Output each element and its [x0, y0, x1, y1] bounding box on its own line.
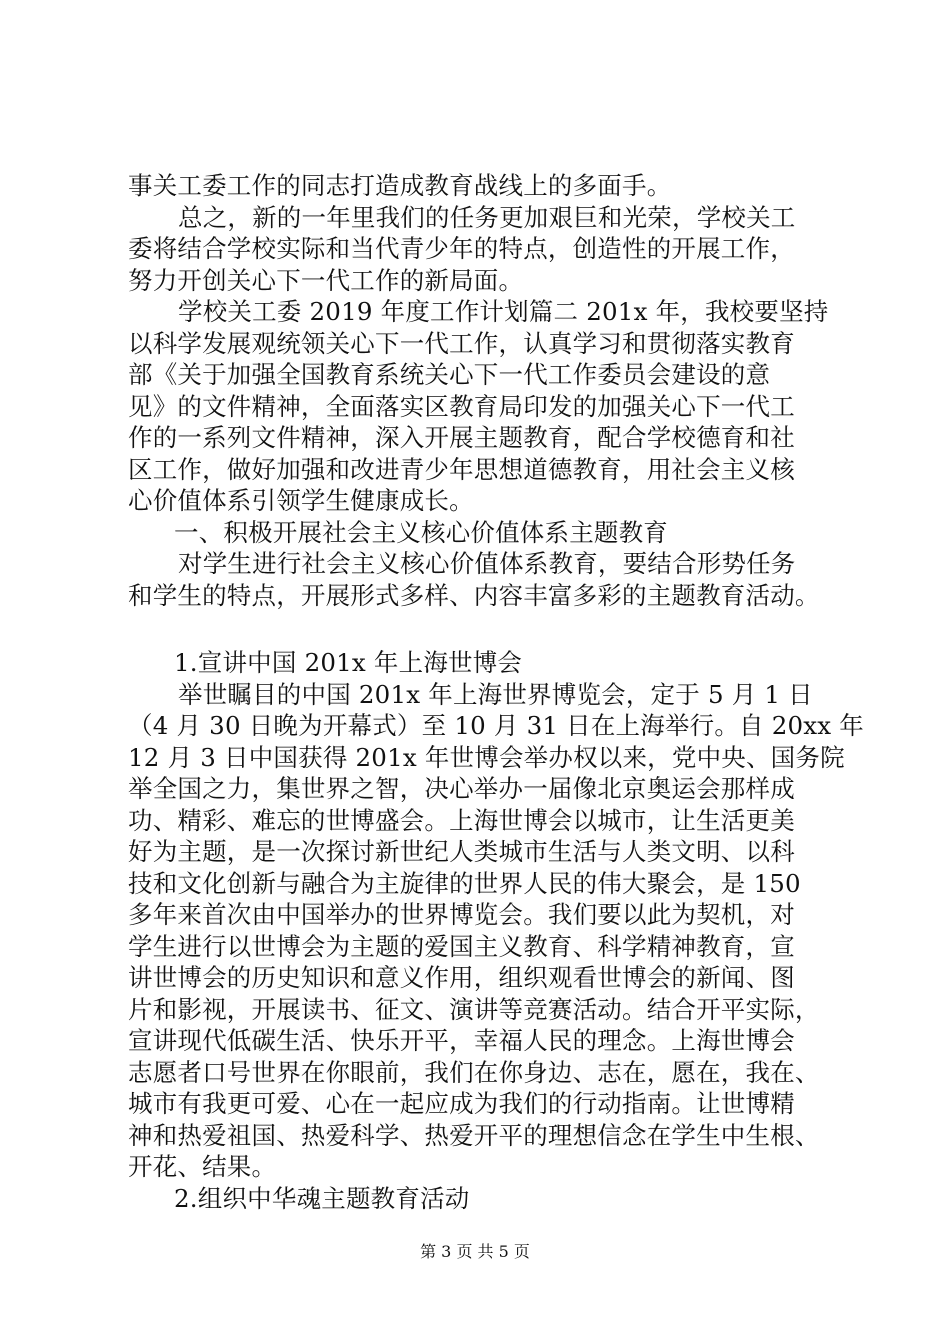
body-line: 总之，新的一年里我们的任务更加艰巨和光荣，学校关工 [178, 202, 796, 232]
body-line: 和学生的特点，开展形式多样、内容丰富多彩的主题教育活动。 [128, 580, 820, 610]
body-line: 心价值体系引领学生健康成长。 [128, 486, 474, 515]
body-line: 技和文化创新与融合为主旋律的世界人民的伟大聚会，是 150 [128, 868, 801, 898]
body-line: 事关工委工作的同志打造成教育战线上的多面手。 [128, 171, 672, 200]
section-heading: 一、积极开展社会主义核心价值体系主题教育 [174, 517, 668, 547]
body-line: 好为主题，是一次探讨新世纪人类城市生活与人类文明、以科 [128, 837, 795, 866]
document-body [128, 170, 868, 1214]
body-line: 见》的文件精神，全面落实区教育局印发的加强关心下一代工 [128, 391, 795, 421]
body-line: 委将结合学校实际和当代青少年的特点，创造性的开展工作， [128, 234, 795, 263]
body-line: 举全国之力，集世界之智，决心举办一届像北京奥运会那样成 [128, 774, 795, 803]
body-line: 志愿者口号世界在你眼前，我们在你身边、志在，愿在，我在、 [128, 1057, 820, 1087]
body-line: 努力开创关心下一代工作的新局面。 [128, 265, 524, 295]
body-line: 多年来首次由中国举办的世界博览会。我们要以此为契机，对 [128, 900, 795, 929]
body-line: 学校关工委 2019 年度工作计划篇二 201x 年，我校要坚持 [178, 297, 829, 326]
body-line: 开花、结果。 [128, 1152, 277, 1181]
body-line: 讲世博会的历史知识和意义作用，组织观看世博会的新闻、图 [128, 963, 795, 992]
body-line: 宣讲现代低碳生活、快乐开平，幸福人民的理念。上海世博会 [128, 1026, 795, 1055]
body-line: 功、精彩、难忘的世博盛会。上海世博会以城市，让生活更美 [128, 805, 795, 835]
body-line: 以科学发展观统领关心下一代工作，认真学习和贯彻落实教育 [128, 328, 795, 358]
body-line: 部《关于加强全国教育系统关心下一代工作委员会建设的意 [128, 360, 771, 389]
body-line: 举世瞩目的中国 201x 年上海世界博览会，定于 5 月 1 日 [178, 679, 813, 709]
page-footer: 第 3 页 共 5 页 [420, 1242, 530, 1261]
body-line: （4 月 30 日晚为开幕式）至 10 月 31 日在上海举行。自 20xx 年 [128, 711, 865, 740]
body-line: 作的一系列文件精神，深入开展主题教育，配合学校德育和社 [128, 423, 795, 452]
body-line: 区工作，做好加强和改进青少年思想道德教育，用社会主义核 [128, 454, 795, 484]
body-line: 12 月 3 日中国获得 201x 年世博会举办权以来，党中央、国务院 [128, 742, 845, 772]
body-line: 神和热爱祖国、热爱科学、热爱开平的理想信念在学生中生根、 [128, 1120, 820, 1150]
body-line: 片和影视，开展读书、征文、演讲等竞赛活动。结合开平实际， [128, 994, 820, 1024]
body-line: 对学生进行社会主义核心价值体系教育，要结合形势任务 [178, 549, 796, 578]
paragraph-gap [128, 611, 868, 647]
body-line: 学生进行以世博会为主题的爱国主义教育、科学精神教育，宣 [128, 931, 795, 961]
subsection-heading: 1.宣讲中国 201x 年上海世博会 [174, 648, 523, 677]
subsection-heading: 2.组织中华魂主题教育活动 [174, 1183, 470, 1213]
body-line: 城市有我更可爱、心在一起应成为我们的行动指南。让世博精 [128, 1089, 795, 1118]
